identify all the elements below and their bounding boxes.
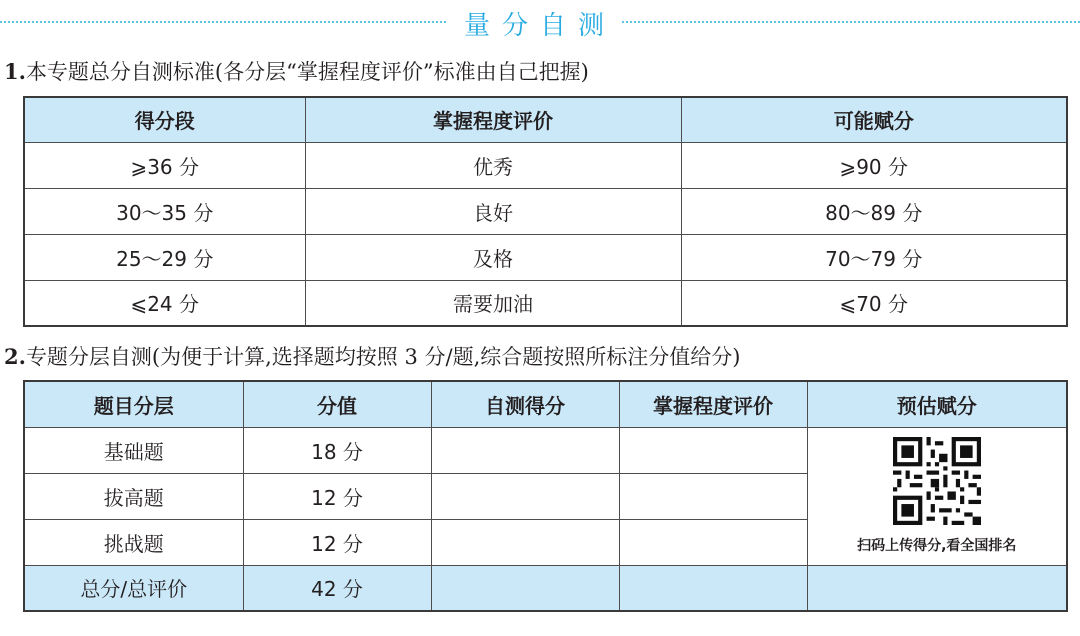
assigned-score-cell: 80～89 分 (681, 188, 1067, 234)
total-evaluation-cell (619, 565, 807, 611)
point-value-cell: 18 分 (243, 427, 431, 473)
banner-char: 分 (501, 10, 528, 41)
column-header: 分值 (243, 381, 431, 427)
table-row (24, 188, 1067, 234)
total-level-cell: 总分/总评价 (24, 565, 243, 611)
assigned-score-cell: 70～79 分 (681, 234, 1067, 280)
evaluation-cell: 需要加油 (305, 280, 681, 326)
section1-number: 1. (4, 59, 26, 84)
mastery-evaluation-cell (619, 473, 807, 519)
layered-self-test-table (23, 380, 1068, 612)
section1-title: 本专题总分自测标准(各分层“掌握程度评价”标准由自己把握) (25, 60, 589, 84)
section1-heading (4, 56, 589, 86)
table-row (24, 142, 1067, 188)
point-value-cell: 12 分 (243, 519, 431, 565)
total-row (24, 565, 1067, 611)
total-estimated-score-cell (807, 565, 1067, 611)
score-range-cell: 30～35 分 (24, 188, 305, 234)
table-row (24, 280, 1067, 326)
question-level-cell: 挑战题 (24, 519, 243, 565)
table-header-row (24, 381, 1067, 427)
qr-code-cell (807, 427, 1067, 565)
evaluation-cell: 良好 (305, 188, 681, 234)
point-value-cell: 12 分 (243, 473, 431, 519)
table-row (24, 234, 1067, 280)
mastery-evaluation-cell (619, 427, 807, 473)
qr-caption: 扫码上传得分,看全国排名 (857, 538, 1017, 554)
qr-code-block (808, 437, 1067, 555)
column-header: 掌握程度评价 (305, 97, 681, 142)
total-self-score-cell (431, 565, 619, 611)
score-range-cell: ⩽24 分 (24, 280, 305, 326)
header-divider-right (622, 21, 1080, 23)
self-score-cell (431, 473, 619, 519)
total-value-cell: 42 分 (243, 565, 431, 611)
banner-char: 自 (540, 10, 567, 41)
question-level-cell: 基础题 (24, 427, 243, 473)
column-header: 得分段 (24, 97, 305, 142)
section-banner-title (446, 4, 622, 42)
banner-char: 测 (578, 10, 605, 41)
score-standard-table (23, 96, 1068, 327)
column-header: 自测得分 (431, 381, 619, 427)
section2-title: 专题分层自测(为便于计算,选择题均按照 3 分/题,综合题按照所标注分值给分) (25, 345, 741, 369)
mastery-evaluation-cell (619, 519, 807, 565)
assigned-score-cell: ⩾90 分 (681, 142, 1067, 188)
qr-code-icon[interactable] (893, 437, 981, 525)
column-header: 掌握程度评价 (619, 381, 807, 427)
question-level-cell: 拔高题 (24, 473, 243, 519)
evaluation-cell: 优秀 (305, 142, 681, 188)
table-row (24, 427, 1067, 473)
header-divider-left (0, 21, 446, 23)
score-range-cell: 25～29 分 (24, 234, 305, 280)
table-header-row (24, 97, 1067, 142)
column-header: 预估赋分 (807, 381, 1067, 427)
section2-number: 2. (4, 344, 26, 369)
evaluation-cell: 及格 (305, 234, 681, 280)
self-score-cell (431, 519, 619, 565)
assigned-score-cell: ⩽70 分 (681, 280, 1067, 326)
column-header: 题目分层 (24, 381, 243, 427)
section2-heading (4, 341, 740, 371)
column-header: 可能赋分 (681, 97, 1067, 142)
score-range-cell: ⩾36 分 (24, 142, 305, 188)
self-score-cell (431, 427, 619, 473)
banner-char: 量 (463, 10, 490, 41)
